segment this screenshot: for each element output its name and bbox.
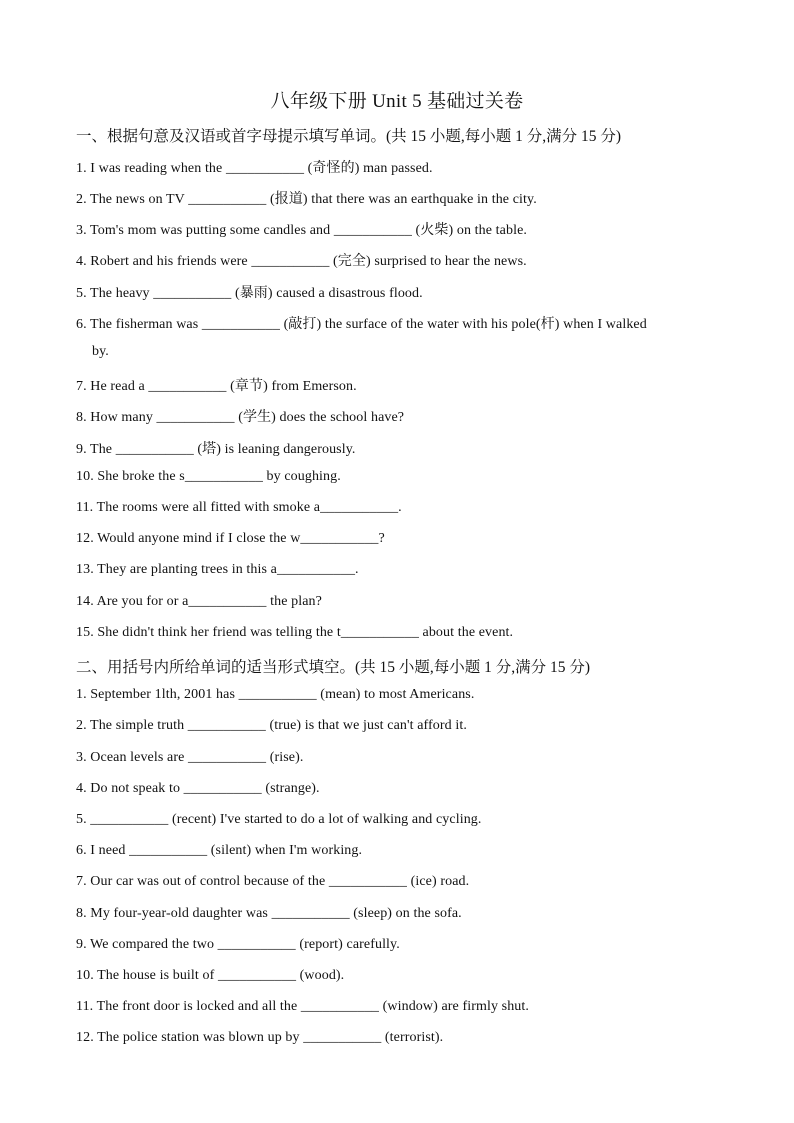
question-line: 1. September 1lth, 2001 has ___________ (mean) to most Americans. [76,687,475,702]
question-line: 6. The fisherman was ___________ (敲打) the surface of the water with his pole(杆) when I walked [76,317,647,332]
question-line: 1. I was reading when the ___________ (奇怪的) man passed. [76,161,433,176]
question-line: 4. Robert and his friends were ___________ (完全) surprised to hear the news. [76,254,527,269]
question-line: 2. The news on TV ___________ (报道) that there was an earthquake in the city. [76,192,537,207]
question-line: 6. I need ___________ (silent) when I'm working. [76,843,363,858]
question-line: 11. The rooms were all fitted with smoke a___________. [76,500,402,515]
question-line: 5. ___________ (recent) I've started to do a lot of walking and cycling. [76,812,482,827]
page-title: 八年级下册 Unit 5 基础过关卷 [270,91,524,112]
question-line: 2. The simple truth ___________ (true) is that we just can't afford it. [76,718,467,733]
question-line: 10. She broke the s___________ by coughing. [76,469,341,484]
question-line: 9. The ___________ (塔) is leaning dangerously. [76,442,356,457]
question-line: 14. Are you for or a___________ the plan? [76,594,322,609]
question-line: 7. Our car was out of control because of the ___________ (ice) road. [76,874,470,889]
question-line: 3. Ocean levels are ___________ (rise). [76,750,304,765]
question-line: 4. Do not speak to ___________ (strange). [76,781,320,796]
question-line: 11. The front door is locked and all the ___________ (window) are firmly shut. [76,999,529,1014]
question-line: 12. The police station was blown up by ___________ (terrorist). [76,1030,444,1045]
question-line: 5. The heavy ___________ (暴雨) caused a disastrous flood. [76,286,423,301]
question-line: 10. The house is built of ___________ (wood). [76,968,345,983]
question-line: 12. Would anyone mind if I close the w___________? [76,531,385,546]
question-line-continuation: by. [92,344,109,359]
question-line: 8. My four-year-old daughter was ___________ (sleep) on the sofa. [76,906,462,921]
section-2-heading: 二、用括号内所给单词的适当形式填空。(共 15 小题,每小题 1 分,满分 15 分) [76,659,591,676]
question-line: 8. How many ___________ (学生) does the school have? [76,410,405,425]
section-1-heading: 一、根据句意及汉语或首字母提示填写单词。(共 15 小题,每小题 1 分,满分 15 分) [76,128,622,145]
question-line: 15. She didn't think her friend was telling the t___________ about the event. [76,625,514,640]
question-line: 9. We compared the two ___________ (report) carefully. [76,937,400,952]
question-line: 3. Tom's mom was putting some candles and ___________ (火柴) on the table. [76,223,527,238]
question-line: 7. He read a ___________ (章节) from Emerson. [76,379,357,394]
question-line: 13. They are planting trees in this a___________. [76,562,359,577]
